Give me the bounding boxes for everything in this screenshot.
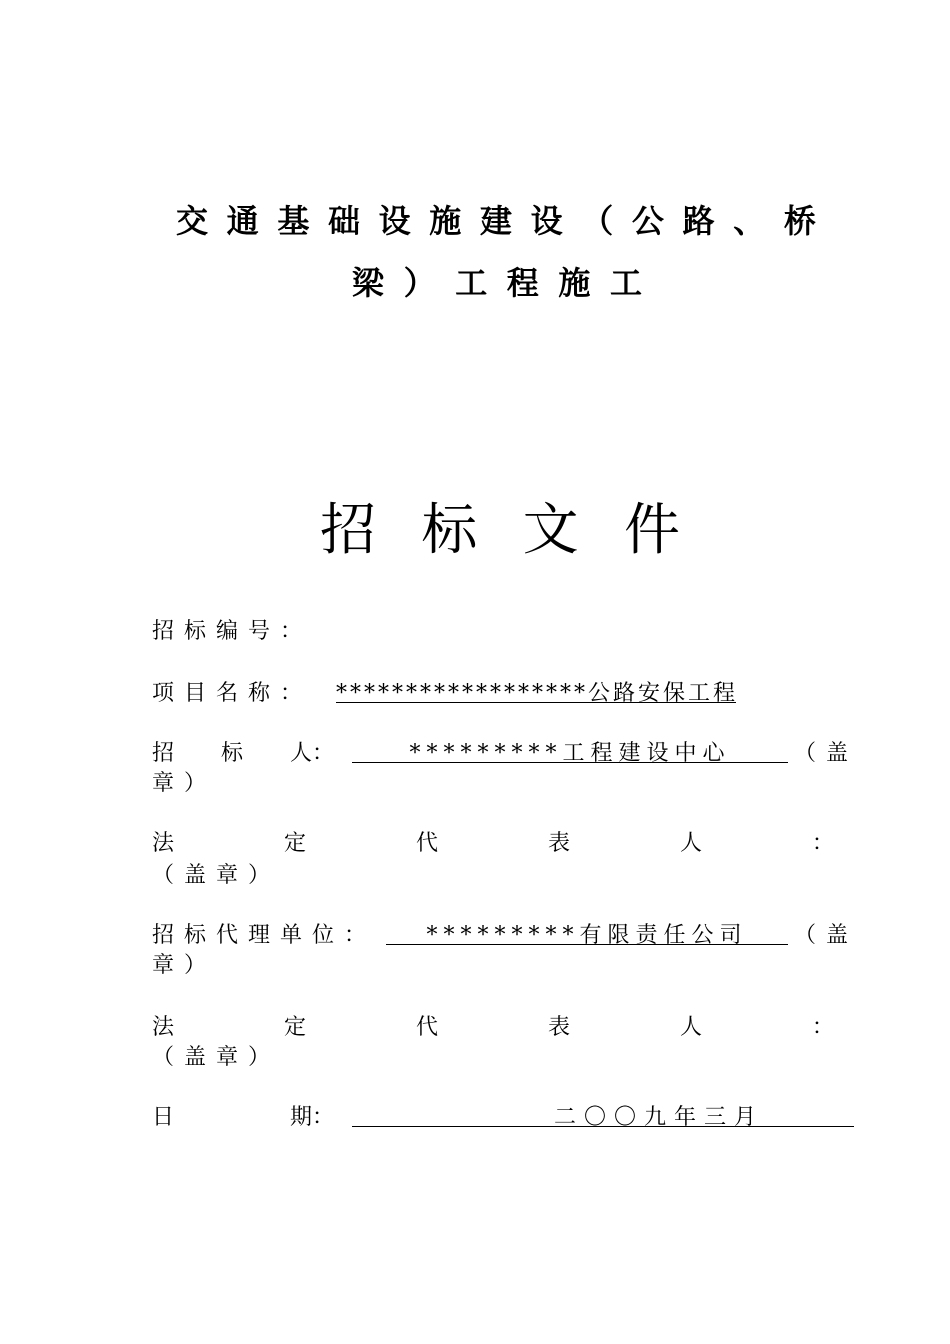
tenderer-value: *********工程建设中心 xyxy=(352,736,788,763)
legal-rep-label xyxy=(152,1010,834,1041)
label-char: 定 xyxy=(283,831,306,856)
label-char: 表 xyxy=(547,1015,570,1040)
seal-close: 章） xyxy=(152,771,217,796)
header-char: 设 xyxy=(378,202,411,240)
label-char: 代 xyxy=(415,1015,438,1040)
label-char: 表 xyxy=(547,831,570,856)
header-title-line-2 xyxy=(352,258,642,304)
title-char: 标 xyxy=(421,498,478,563)
label-char: 人： xyxy=(289,741,334,766)
header-char: 设 xyxy=(530,202,563,240)
header-char: 础 xyxy=(327,202,360,240)
label-char: 日 xyxy=(152,1105,175,1130)
header-char: 程 xyxy=(506,264,539,302)
legal-rep-label xyxy=(152,826,834,857)
header-char: 通 xyxy=(226,202,259,240)
label-char: 期： xyxy=(289,1105,334,1130)
label-char: 法 xyxy=(152,1015,175,1040)
label-char: 代 xyxy=(415,831,438,856)
label-char: 招 xyxy=(152,741,175,766)
date-underline xyxy=(352,1100,854,1130)
legal-rep-seal: （盖章） xyxy=(152,863,281,888)
date-label xyxy=(152,1100,334,1131)
bid-number-label: 招标编号： xyxy=(152,619,313,644)
label-char: ： xyxy=(811,831,834,856)
header-char: 桥 xyxy=(783,202,816,240)
header-char: 路 xyxy=(682,202,715,240)
label-char: ： xyxy=(811,1015,834,1040)
seal-open: （盖 xyxy=(794,741,859,766)
title-char: 件 xyxy=(623,498,680,563)
label-char: 人 xyxy=(679,1015,702,1040)
header-char: 公 xyxy=(631,202,664,240)
header-char: 施 xyxy=(429,202,462,240)
label-char: 标 xyxy=(220,741,243,766)
header-char: 交 xyxy=(176,202,209,240)
header-char: 施 xyxy=(558,264,591,302)
project-name-label: 项目名称： xyxy=(152,681,313,706)
tenderer-label xyxy=(152,736,334,767)
header-char: 工 xyxy=(609,264,642,302)
title-char: 文 xyxy=(522,498,579,563)
document-title xyxy=(320,486,680,566)
agency-value: *********有限责任公司 xyxy=(386,918,788,945)
header-char: 、 xyxy=(733,202,766,240)
label-char: 人 xyxy=(679,831,702,856)
title-char: 招 xyxy=(320,498,376,563)
seal-close: 章） xyxy=(152,953,217,978)
project-name-value: ******************公路安保工程 xyxy=(336,676,736,703)
date-value: 二〇〇九年三月 xyxy=(554,1105,765,1130)
header-char: 梁 xyxy=(352,264,385,302)
header-char: 建 xyxy=(479,202,512,240)
label-char: 定 xyxy=(283,1015,306,1040)
header-char: 基 xyxy=(277,202,310,240)
header-char: （ xyxy=(581,202,614,240)
seal-open: （盖 xyxy=(794,923,859,948)
header-char: ） xyxy=(403,264,436,302)
header-title-line-1 xyxy=(176,196,816,242)
legal-rep-seal: （盖章） xyxy=(152,1045,281,1070)
header-char: 工 xyxy=(455,264,488,302)
label-char: 法 xyxy=(152,831,175,856)
agency-label: 招标代理单位： xyxy=(152,923,377,948)
